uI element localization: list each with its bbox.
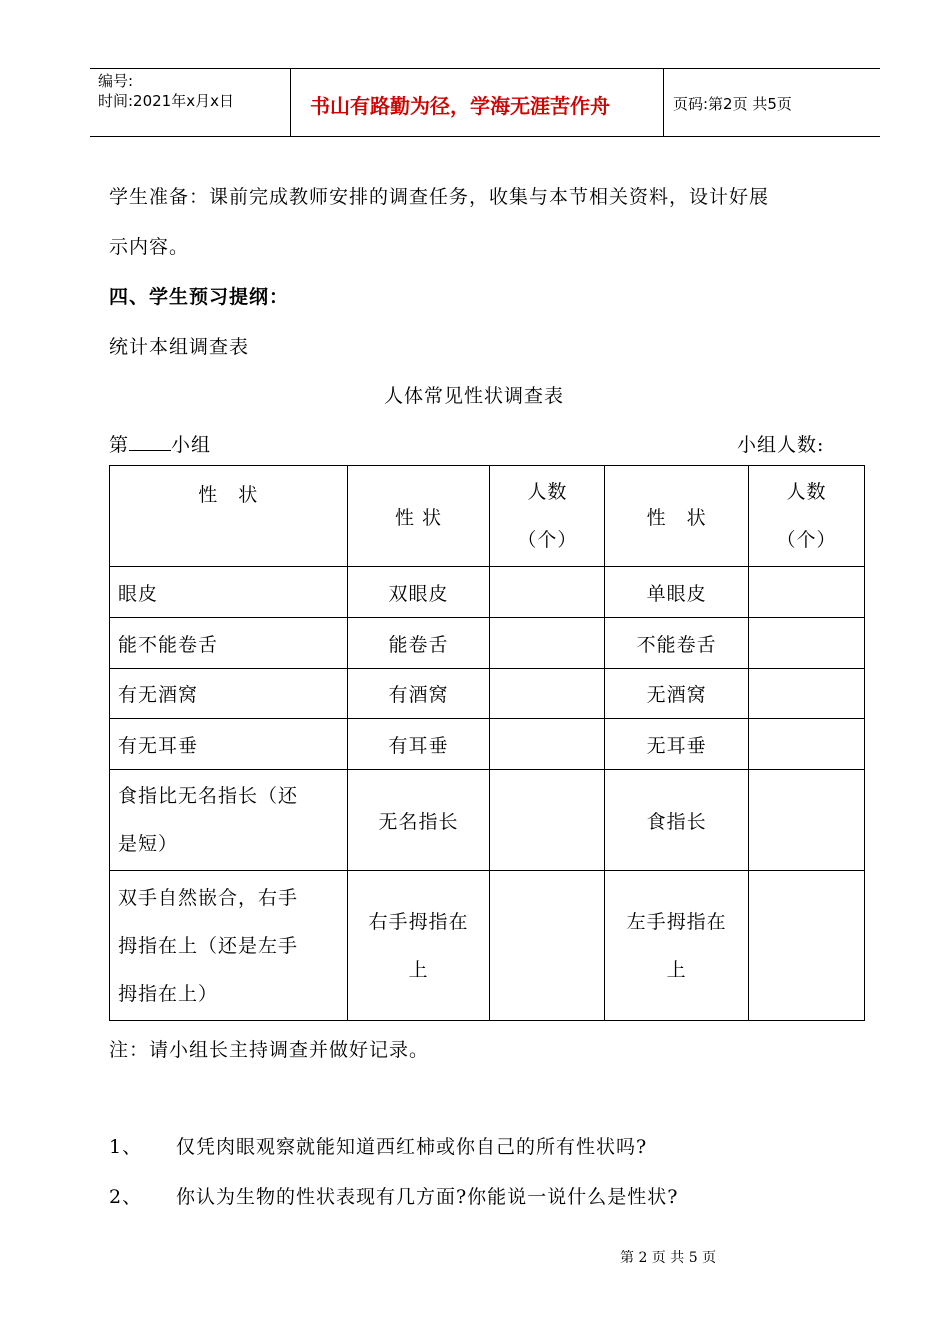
table-row xyxy=(110,871,865,1021)
table-title: 人体常见性状调查表 xyxy=(384,385,565,407)
header-divider-2 xyxy=(663,68,664,136)
header-count-2: 人数 （个） xyxy=(749,466,865,567)
row-trait: 眼皮 xyxy=(110,567,348,618)
section-title: 四、学生预习提纲： xyxy=(109,286,290,308)
row-count-b xyxy=(749,567,865,618)
header-option-2: 性 状 xyxy=(605,466,749,567)
group-prefix: 第 xyxy=(109,434,130,456)
header-count-1: 人数 （个） xyxy=(490,466,605,567)
table-header-row xyxy=(110,466,865,567)
row-option-b: 单眼皮 xyxy=(605,567,749,618)
row-count-a xyxy=(490,618,605,669)
intro-text: 统计本组调查表 xyxy=(109,336,250,358)
header-option-1: 性 状 xyxy=(347,466,490,567)
header-divider-1 xyxy=(290,68,291,136)
row-count-a xyxy=(490,567,605,618)
row-option-a: 无名指长 xyxy=(347,770,490,871)
row-trait: 有无耳垂 xyxy=(110,719,348,770)
table-row xyxy=(110,669,865,719)
row-option-b: 食指长 xyxy=(605,770,749,871)
prep-line-1: 学生准备：课前完成教师安排的调查任务，收集与本节相关资料，设计好展 xyxy=(109,186,770,208)
header-number-label: 编号: xyxy=(98,72,134,90)
row-option-b: 无酒窝 xyxy=(605,669,749,719)
table-row xyxy=(110,618,865,669)
row-trait: 能不能卷舌 xyxy=(110,618,348,669)
row-trait: 双手自然嵌合，右手 拇指在上（还是左手 拇指在上） xyxy=(110,871,348,1021)
question-1-number: 1、 xyxy=(109,1136,143,1158)
question-2-text: 你认为生物的性状表现有几方面?你能说一说什么是性状? xyxy=(176,1186,679,1208)
header-page-label: 页码:第2页 共5页 xyxy=(673,95,792,113)
row-count-a xyxy=(490,669,605,719)
row-option-b: 无耳垂 xyxy=(605,719,749,770)
header-motto: 书山有路勤为径，学海无涯苦作舟 xyxy=(310,94,610,118)
group-count-label: 小组人数: xyxy=(737,434,825,456)
row-count-b xyxy=(749,719,865,770)
row-trait: 有无酒窝 xyxy=(110,669,348,719)
header-bottom-rule xyxy=(90,136,880,137)
row-count-a xyxy=(490,871,605,1021)
note-text: 注：请小组长主持调查并做好记录。 xyxy=(109,1039,430,1061)
table-row xyxy=(110,567,865,618)
group-blank xyxy=(129,432,171,451)
row-option-a: 能卷舌 xyxy=(347,618,490,669)
row-trait: 食指比无名指长（还 是短） xyxy=(110,770,348,871)
prep-line-2: 示内容。 xyxy=(109,236,190,258)
row-count-b xyxy=(749,871,865,1021)
group-suffix: 小组 xyxy=(171,434,212,456)
row-option-a: 有耳垂 xyxy=(347,719,490,770)
row-option-a: 双眼皮 xyxy=(347,567,490,618)
row-count-b xyxy=(749,669,865,719)
header-top-rule xyxy=(90,68,880,69)
row-count-b xyxy=(749,618,865,669)
header-trait: 性 状 xyxy=(110,466,348,567)
row-count-a xyxy=(490,719,605,770)
question-1-text: 仅凭肉眼观察就能知道西红柿或你自己的所有性状吗? xyxy=(176,1136,648,1158)
row-option-a: 有酒窝 xyxy=(347,669,490,719)
row-option-a: 右手拇指在 上 xyxy=(347,871,490,1021)
header-time-label: 时间:2021年x月x日 xyxy=(98,92,234,110)
row-option-b: 左手拇指在 上 xyxy=(605,871,749,1021)
row-count-a xyxy=(490,770,605,871)
table-row xyxy=(110,719,865,770)
page-footer: 第 2 页 共 5 页 xyxy=(620,1250,717,1266)
question-2-number: 2、 xyxy=(109,1186,143,1208)
row-count-b xyxy=(749,770,865,871)
trait-survey-table xyxy=(109,465,865,1021)
table-row xyxy=(110,770,865,871)
group-label xyxy=(109,430,211,457)
row-option-b: 不能卷舌 xyxy=(605,618,749,669)
